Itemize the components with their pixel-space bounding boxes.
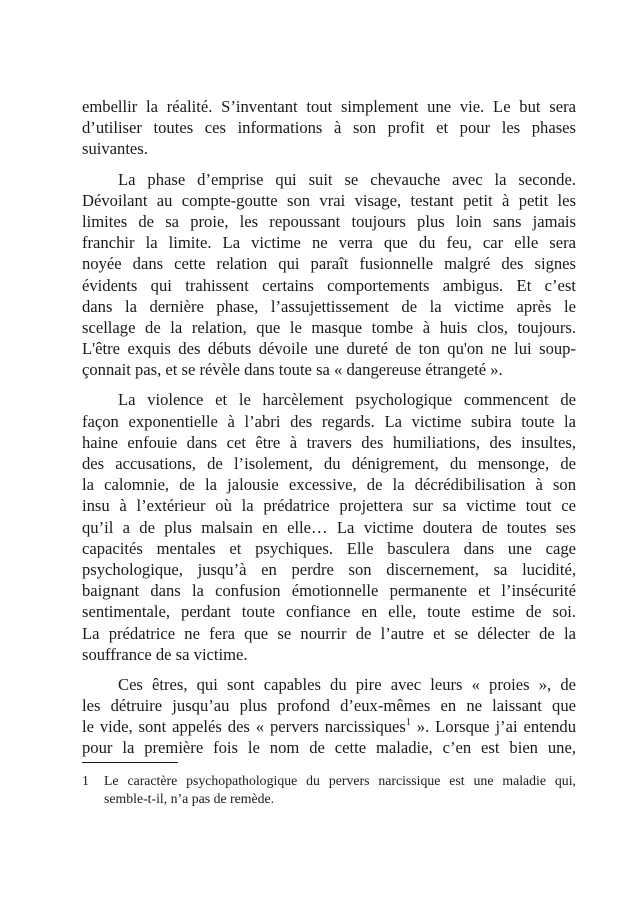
text-line: haine enfouie dans cet être à travers des humiliations, des insultes, bbox=[82, 432, 576, 452]
paragraph-gap bbox=[82, 160, 576, 169]
text-line: La phase d’emprise qui suit se chevauche avec la seconde. bbox=[118, 169, 576, 189]
paragraph-gap bbox=[82, 380, 576, 389]
paragraph bbox=[82, 169, 576, 381]
footnote-line: Le caractère psychopathologique du pervers narcissique est une maladie qui, bbox=[104, 773, 576, 788]
text-line: psychologique, jusqu’à en perdre son discernement, sa lucidité, bbox=[82, 559, 576, 579]
paragraph bbox=[82, 674, 576, 759]
text-line: Dévoilant au compte-goutte son vrai visage, testant petit à petit les bbox=[82, 190, 576, 210]
text-line: baignant dans la confusion émotionnelle permanente et l’insécurité bbox=[82, 581, 576, 601]
text-line: L'être exquis des débuts dévoile une dureté de ton qu'on ne lui soup- bbox=[82, 339, 576, 359]
text-line: sentimentale, perdant toute confiance en elle, toute estime de soi. bbox=[82, 602, 576, 622]
text-line: noyée dans cette relation qui paraît fusionnelle malgré des signes bbox=[82, 254, 576, 274]
text-line: la calomnie, de la jalousie excessive, de la décrédibilisation à son bbox=[82, 475, 576, 495]
text-line: souffrance de sa victime. bbox=[82, 644, 248, 664]
paragraph bbox=[82, 96, 576, 160]
text-fragment: ». Lorsque j’ai entendu bbox=[410, 717, 576, 737]
text-line: embellir la réalité. S’inventant tout simplement une vie. Le but sera bbox=[82, 97, 576, 116]
footnote-divider bbox=[82, 762, 178, 763]
text-line: La violence et le harcèlement psychologique commencent de bbox=[118, 390, 576, 410]
text-line: franchir la limite. La victime ne verra que du feu, car elle sera bbox=[82, 233, 576, 253]
footnote-line: semble-t-il, n’a pas de remède. bbox=[104, 791, 275, 806]
text-fragment: le vide, sont appelés des « pervers narcissiques bbox=[82, 717, 406, 737]
text-line: La prédatrice ne fera que se nourrir de l’autre et se délecter de la bbox=[82, 623, 576, 643]
text-line: évidents qui trahissent certains comportements ambigus. Et c’est bbox=[82, 275, 576, 295]
text-line: dans la dernière phase, l’assujettissement de la victime après le bbox=[82, 296, 576, 316]
paragraph bbox=[82, 389, 576, 664]
main-text bbox=[82, 96, 576, 759]
text-line-with-footnote bbox=[82, 716, 576, 737]
text-line: limites de sa proie, les repoussant toujours plus loin sans jamais bbox=[82, 211, 576, 231]
footnote-number: 1 bbox=[82, 773, 89, 788]
text-line: façon exponentielle à l’abri des regards. La victime subira toute la bbox=[82, 411, 576, 431]
footnote-text bbox=[104, 772, 576, 808]
text-line: Ces êtres, qui sont capables du pire avec leurs « proies », de bbox=[118, 674, 576, 694]
text-line: les détruire jusqu’au plus profond d’eux-mêmes en ne laissant que bbox=[82, 696, 576, 716]
text-line: des accusations, de l’isolement, du dénigrement, du mensonge, de bbox=[82, 454, 576, 473]
text-line: çonnait pas, et se révèle dans toute sa « dangereuse étrangeté ». bbox=[82, 360, 503, 380]
text-line: pour la première fois le nom de cette maladie, c’en est bien une, bbox=[82, 738, 576, 758]
footnote-marker[interactable]: 1 bbox=[405, 716, 411, 728]
text-line: scellage de la relation, que le masque tombe à huis clos, toujours. bbox=[82, 317, 576, 337]
text-line: suivantes. bbox=[82, 139, 148, 159]
text-line: capacités mentales et psychiques. Elle basculera dans une cage bbox=[82, 538, 576, 558]
text-line: insu à l’extérieur où la prédatrice projettera sur sa victime tout ce bbox=[82, 496, 576, 516]
paragraph-gap bbox=[82, 665, 576, 674]
text-line: qu’il a de plus malsain en elle… La victime doutera de toutes ses bbox=[82, 517, 576, 537]
footnote bbox=[82, 772, 576, 808]
text-line: d’utiliser toutes ces informations à son profit et pour les phases bbox=[82, 118, 576, 138]
